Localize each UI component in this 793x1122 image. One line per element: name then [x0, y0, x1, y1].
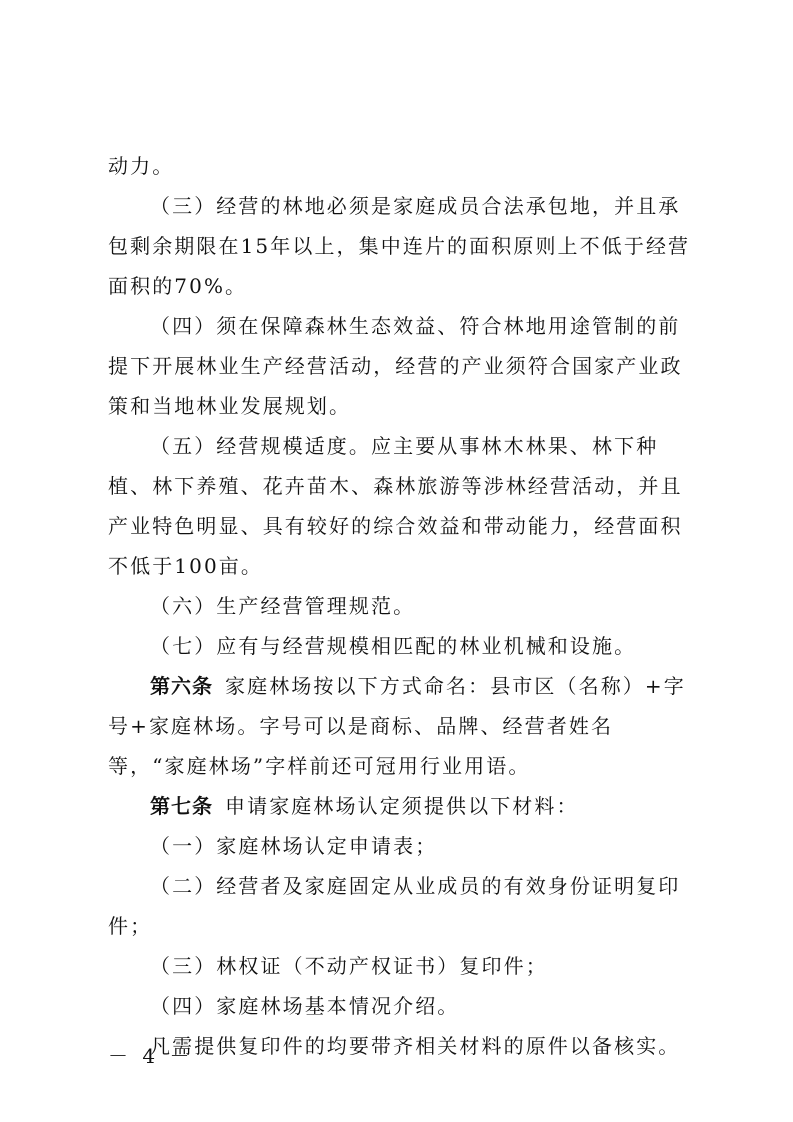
paragraph-continuation: 动力。	[108, 154, 175, 178]
paragraph-item-7: （七）应有与经营规模相匹配的林业机械和设施。	[150, 634, 637, 658]
article-6	[108, 666, 691, 786]
paragraph-item-3: （三）经营的林地必须是家庭成员合法承包地，并且承包剩余期限在15年以上，集中连片的面积原则上不低于经营面积的70%。	[108, 194, 691, 298]
paragraph-item-6: （六）生产经营管理规范。	[150, 594, 416, 618]
material-item-1: （一）家庭林场认定申请表；	[150, 834, 438, 858]
paragraph-item-5: （五）经营规模适度。应主要从事林木林果、林下种植、林下养殖、花卉苗木、森林旅游等涉林经营活动，并且产业特色明显、具有较好的综合效益和带动能力，经营面积不低于100亩。	[108, 434, 683, 578]
material-item-2: （二）经营者及家庭固定从业成员的有效身份证明复印件；	[108, 874, 681, 938]
article-7	[108, 786, 691, 826]
article-7-heading: 第七条	[150, 794, 213, 818]
article-7-text: 申请家庭林场认定须提供以下材料：	[225, 794, 579, 818]
article-6-text: 家庭林场按以下方式命名：县市区（名称）+字号+家庭林场。字号可以是商标、品牌、经营者姓名等，“家庭林场”字样前还可冠用行业用语。	[108, 674, 686, 778]
page-number: － 4 －	[108, 1044, 194, 1068]
article-6-heading: 第六条	[150, 674, 213, 698]
closing-paragraph: 凡需提供复印件的均要带齐相关材料的原件以备核实。	[150, 1034, 681, 1058]
material-item-3: （三）林权证（不动产权证书）复印件；	[150, 954, 548, 978]
paragraph-item-4: （四）须在保障森林生态效益、符合林地用途管制的前提下开展林业生产经营活动，经营的产业须符合国家产业政策和当地林业发展规划。	[108, 314, 683, 418]
material-item-4: （四）家庭林场基本情况介绍。	[150, 994, 460, 1018]
document-body	[108, 146, 691, 1066]
